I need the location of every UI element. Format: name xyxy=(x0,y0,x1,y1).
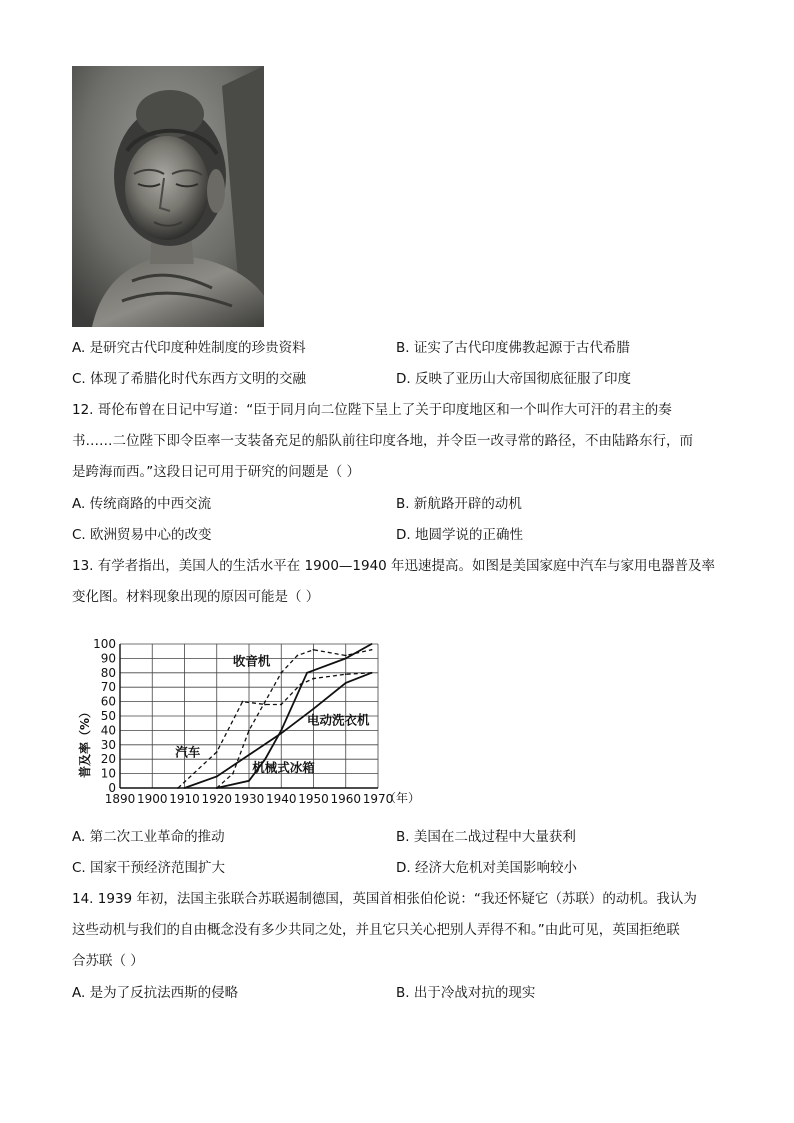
y-tick-label-10: 10 xyxy=(100,766,116,781)
q13-stem-line-1: 13. 有学者指出，美国人的生活水平在 1900—1940 年迅速提高。如图是美国家庭中汽车与家用电器普及率 xyxy=(72,558,716,574)
x-tick-label-1930: 1930 xyxy=(233,792,265,806)
q12-stem-line-2: 书……二位陛下即令臣率一支装备充足的船队前往印度各地，并令臣一改寻常的路径，不由陆路东行，而 xyxy=(72,433,693,449)
y-tick-label-100: 100 xyxy=(93,637,116,651)
series-1-point-4 xyxy=(280,672,282,674)
chart-x-axis-unit: （年） xyxy=(384,791,421,805)
series-1-point-5 xyxy=(296,655,298,657)
series-3-point-4 xyxy=(306,672,308,674)
series-1-point-1 xyxy=(232,773,234,775)
series-3-point-5 xyxy=(345,658,347,660)
series-label-2: 电动洗衣机 xyxy=(307,712,370,728)
series-label-3: 机械式冰箱 xyxy=(252,760,315,776)
series-2-point-5 xyxy=(345,682,347,684)
series-1-point-8 xyxy=(371,649,373,651)
q12-stem-line-1: 12. 哥伦布曾在日记中写道：“臣于同月向二位陛下呈上了关于印度地区和一个叫作大可汗的君主的奏 xyxy=(72,402,672,418)
q12-option-a: A. 传统商路的中西交流 xyxy=(72,496,212,512)
x-tick-label-1910: 1910 xyxy=(169,792,200,806)
q14-option-b: B. 出于冷战对抗的现实 xyxy=(396,985,536,1001)
q14-stem-line-3: 合苏联（ ） xyxy=(72,953,144,969)
chart-series-labels xyxy=(175,654,370,776)
series-1-point-6 xyxy=(313,649,315,651)
series-0-point-6 xyxy=(313,678,315,680)
q13-option-a: A. 第二次工业革命的推动 xyxy=(72,829,225,845)
series-0-point-2 xyxy=(242,701,244,703)
x-tick-label-1940: 1940 xyxy=(265,792,297,806)
y-tick-label-0: 0 xyxy=(108,781,116,795)
series-0-point-7 xyxy=(345,673,347,675)
q14-option-a: A. 是为了反抗法西斯的侵略 xyxy=(72,985,239,1001)
series-3-point-6 xyxy=(371,643,373,645)
series-2-point-1 xyxy=(216,776,218,778)
x-tick-label-1950: 1950 xyxy=(298,792,329,806)
series-3-point-3 xyxy=(280,730,282,732)
y-tick-label-70: 70 xyxy=(100,680,116,695)
q13-option-b: B. 美国在二战过程中大量获利 xyxy=(396,829,576,845)
q13-option-c: C. 国家干预经济范围扩大 xyxy=(72,860,226,876)
q12-option-d: D. 地圆学说的正确性 xyxy=(396,527,523,543)
y-tick-label-40: 40 xyxy=(100,723,116,738)
series-2-point-0 xyxy=(184,787,186,789)
appliance-adoption-chart xyxy=(72,628,442,818)
y-tick-label-80: 80 xyxy=(100,665,116,680)
q14-stem-line-2: 这些动机与我们的自由概念没有多少共同之处，并且它只关心把别人弄得不和。”由此可见，英国拒绝联 xyxy=(72,922,680,938)
series-2-point-2 xyxy=(248,754,250,756)
series-1-point-2 xyxy=(248,730,250,732)
x-tick-label-1900: 1900 xyxy=(136,792,168,806)
series-label-0: 汽车 xyxy=(175,744,201,760)
y-tick-label-60: 60 xyxy=(100,694,116,709)
q12-option-c: C. 欧洲贸易中心的改变 xyxy=(72,527,212,543)
series-1-point-7 xyxy=(345,655,347,657)
series-label-1: 收音机 xyxy=(232,653,271,669)
series-2-point-4 xyxy=(313,708,315,710)
x-tick-label-1970: 1970 xyxy=(362,792,394,806)
q11-option-c: C. 体现了希腊化时代东西方文明的交融 xyxy=(72,371,307,387)
q13-stem-line-2: 变化图。材料现象出现的原因可能是（ ） xyxy=(72,589,320,605)
q12-option-b: B. 新航路开辟的动机 xyxy=(396,496,522,512)
q14-stem-line-1: 14. 1939 年初，法国主张联合苏联遏制德国，英国首相张伯伦说：“我还怀疑它（苏联）的动机。我认为 xyxy=(72,891,697,907)
buddha-statue-photo xyxy=(72,66,264,327)
series-3-point-1 xyxy=(248,780,250,782)
q11-option-d: D. 反映了亚历山大帝国彻底征服了印度 xyxy=(396,371,631,387)
y-tick-label-90: 90 xyxy=(100,651,116,666)
y-tick-label-20: 20 xyxy=(100,752,116,767)
series-1-point-3 xyxy=(264,701,266,703)
q11-option-b: B. 证实了古代印度佛教起源于古代希腊 xyxy=(396,340,630,356)
chart-y-axis-label: 普及率（%） xyxy=(78,705,92,778)
y-tick-label-50: 50 xyxy=(100,709,116,723)
q12-stem-line-3: 是跨海而西。”这段日记可用于研究的问题是（ ） xyxy=(72,464,361,480)
series-3-point-0 xyxy=(216,787,218,789)
series-2-point-6 xyxy=(371,672,373,674)
y-tick-label-30: 30 xyxy=(100,737,116,752)
series-0-point-4 xyxy=(280,704,282,706)
x-tick-label-1920: 1920 xyxy=(201,792,233,806)
q11-option-a: A. 是研究古代印度种姓制度的珍贵资料 xyxy=(72,340,306,356)
x-tick-label-1960: 1960 xyxy=(330,792,362,806)
q13-option-d: D. 经济大危机对美国影响较小 xyxy=(396,860,577,876)
series-0-point-1 xyxy=(216,751,218,753)
x-tick-label-1890: 1890 xyxy=(104,792,136,806)
series-0-point-0 xyxy=(177,787,179,789)
